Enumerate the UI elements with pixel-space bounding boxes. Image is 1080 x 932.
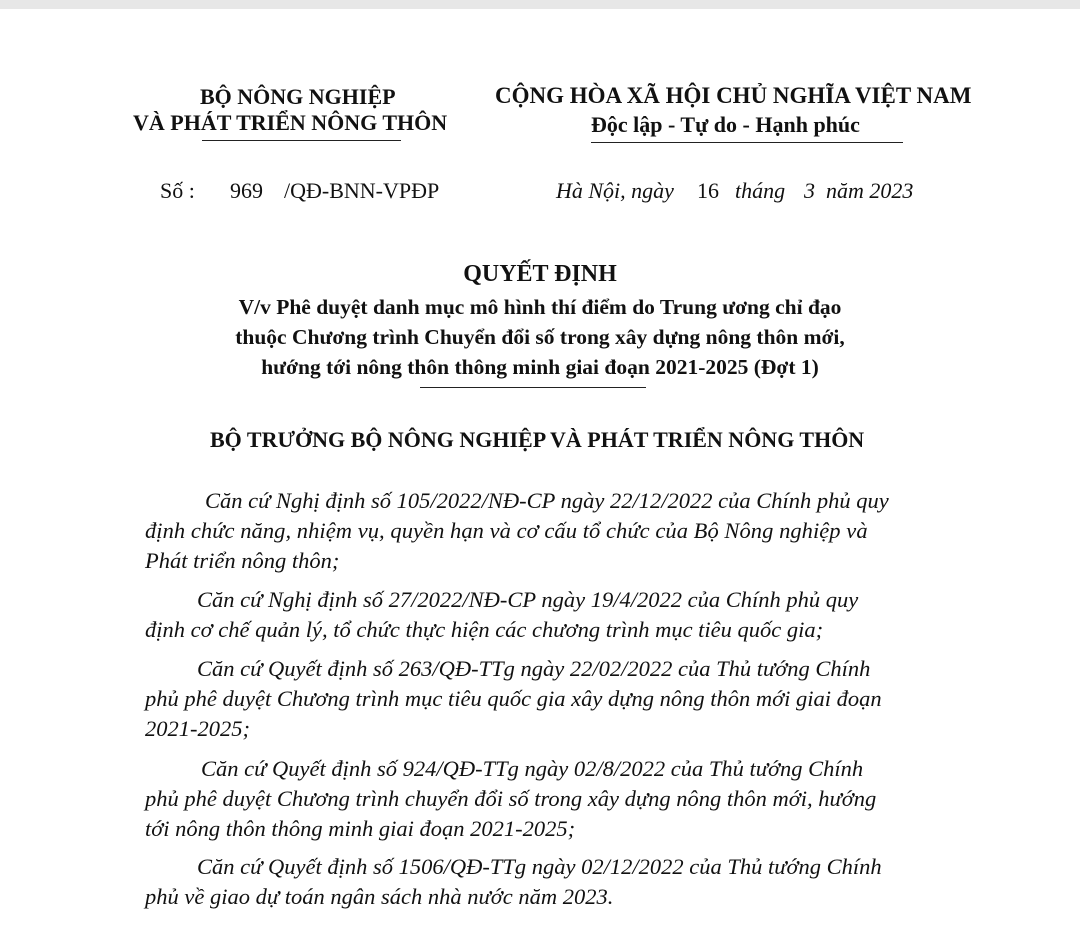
paragraph-line: Căn cứ Quyết định số 263/QĐ-TTg ngày 22/02/2022 của Thủ tướng Chính [197, 656, 871, 681]
paragraph-line: tới nông thôn thông minh giai đoạn 2021-2025; [145, 816, 576, 841]
paragraph-line: định chức năng, nhiệm vụ, quyền hạn và cơ cấu tổ chức của Bộ Nông nghiệp và [145, 518, 868, 543]
paragraph-line: Căn cứ Quyết định số 924/QĐ-TTg ngày 02/8/2022 của Thủ tướng Chính [201, 756, 864, 781]
subtitle-line-2: thuộc Chương trình Chuyển đổi số trong xây dựng nông thôn mới, [235, 325, 845, 349]
subtitle-line-3: hướng tới nông thôn thông minh giai đoạn 2021-2025 (Đợt 1) [261, 355, 819, 379]
issuing-authority: BỘ TRƯỞNG BỘ NÔNG NGHIỆP VÀ PHÁT TRIỂN NÔNG THÔN [210, 427, 865, 452]
paragraph-line: 2021-2025; [145, 716, 250, 741]
legal-basis-paragraph [145, 754, 982, 844]
ministry-name-line2: VÀ PHÁT TRIỂN NÔNG THÔN [133, 110, 448, 135]
place-date-prefix: Hà Nội, ngày [556, 178, 674, 203]
legal-basis-paragraph [145, 585, 982, 645]
legal-basis-paragraph [145, 486, 982, 576]
document-title: QUYẾT ĐỊNH [463, 261, 617, 287]
doc-number-label: Số : [160, 178, 195, 203]
top-scroll-edge [0, 0, 1080, 9]
paragraph-line: phủ về giao dự toán ngân sách nhà nước năm 2023. [145, 884, 614, 909]
paragraph-line: Căn cứ Quyết định số 1506/QĐ-TTg ngày 02/12/2022 của Thủ tướng Chính [197, 854, 882, 879]
paragraph-line: định cơ chế quản lý, tổ chức thực hiện các chương trình mục tiêu quốc gia; [145, 617, 824, 642]
doc-number-suffix: /QĐ-BNN-VPĐP [284, 178, 440, 203]
date-year: năm 2023 [826, 178, 914, 203]
date-month-label: tháng [735, 178, 786, 203]
paragraph-line: Căn cứ Nghị định số 105/2022/NĐ-CP ngày 22/12/2022 của Chính phủ quy [205, 488, 889, 513]
document-page [0, 9, 1080, 932]
ministry-name-line1: BỘ NÔNG NGHIỆP [200, 84, 396, 109]
paragraph-line: phủ phê duyệt Chương trình mục tiêu quốc gia xây dựng nông thôn mới giai đoạn [145, 686, 882, 711]
paragraph-line: phủ phê duyệt Chương trình chuyển đổi số trong xây dựng nông thôn mới, hướng [145, 786, 877, 811]
national-motto: Độc lập - Tự do - Hạnh phúc [591, 112, 860, 137]
date-day: 16 [697, 178, 719, 203]
legal-basis-paragraph [145, 654, 982, 744]
doc-number-value: 969 [230, 178, 263, 203]
paragraph-line: Phát triển nông thôn; [145, 548, 340, 573]
legal-basis-paragraph [145, 852, 982, 912]
date-month: 3 [804, 178, 815, 203]
country-name: CỘNG HÒA XÃ HỘI CHỦ NGHĨA VIỆT NAM [495, 83, 972, 108]
motto-underline [591, 142, 903, 143]
title-underline [420, 387, 646, 388]
subtitle-line-1: V/v Phê duyệt danh mục mô hình thí điểm do Trung ương chỉ đạo [238, 295, 842, 319]
ministry-underline [202, 140, 401, 141]
paragraph-line: Căn cứ Nghị định số 27/2022/NĐ-CP ngày 19/4/2022 của Chính phủ quy [197, 587, 859, 612]
